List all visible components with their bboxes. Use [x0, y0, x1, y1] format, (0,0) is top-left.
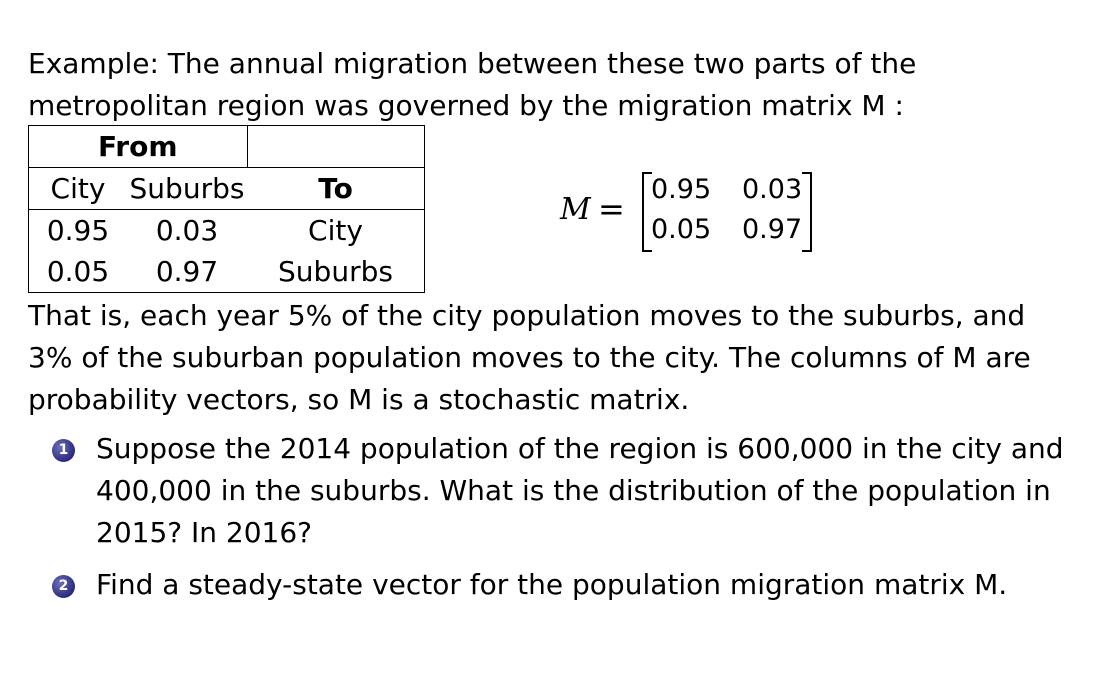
matrix-entry: 0.97 — [742, 214, 803, 245]
question-line: Find a steady-state vector for the population migration matrix M. — [96, 568, 1008, 601]
table-cell: 0.97 — [127, 251, 247, 293]
matrix-entry: 0.95 — [651, 174, 712, 205]
table-cell: City — [247, 210, 425, 252]
matrix-equals: = — [598, 190, 625, 228]
matrix-right-bracket — [802, 172, 812, 252]
matrix-equation — [0, 168, 1101, 256]
intro-paragraph — [28, 43, 1078, 127]
item-number-badge: 2 — [52, 575, 75, 598]
table-cell: 0.95 — [29, 210, 128, 252]
matrix-symbol: M — [560, 192, 591, 227]
table-cell: 0.03 — [155, 214, 219, 247]
explanation-line: probability vectors, so M is a stochastic matrix. — [28, 383, 690, 416]
matrix-entry: 0.03 — [742, 174, 803, 205]
table-cell: 0.05 — [29, 251, 128, 293]
column-header-city: City — [29, 168, 128, 210]
column-header-to: To — [247, 168, 425, 210]
item-number-badge: 1 — [52, 439, 75, 462]
explanation-paragraph — [28, 295, 1078, 421]
explanation-line: That is, each year 5% of the city population moves to the suburbs, and — [28, 299, 1026, 332]
from-header: From — [29, 126, 248, 168]
question-line: 2015? In 2016? — [96, 516, 313, 549]
question-line: Suppose the 2014 population of the region is 600,000 in the city and — [96, 432, 1064, 465]
matrix-entry: 0.05 — [651, 214, 712, 245]
intro-line: metropolitan region was governed by the migration matrix M : — [28, 89, 904, 122]
intro-line: Example: The annual migration between these two parts of the — [28, 47, 917, 80]
explanation-line: 3% of the suburban population moves to the city. The columns of M are — [28, 341, 1031, 374]
header-blank — [247, 126, 425, 168]
table-cell: Suburbs — [247, 251, 425, 293]
question-line: 400,000 in the suburbs. What is the distribution of the population in — [96, 474, 1051, 507]
column-header-suburbs: Suburbs — [127, 168, 247, 210]
